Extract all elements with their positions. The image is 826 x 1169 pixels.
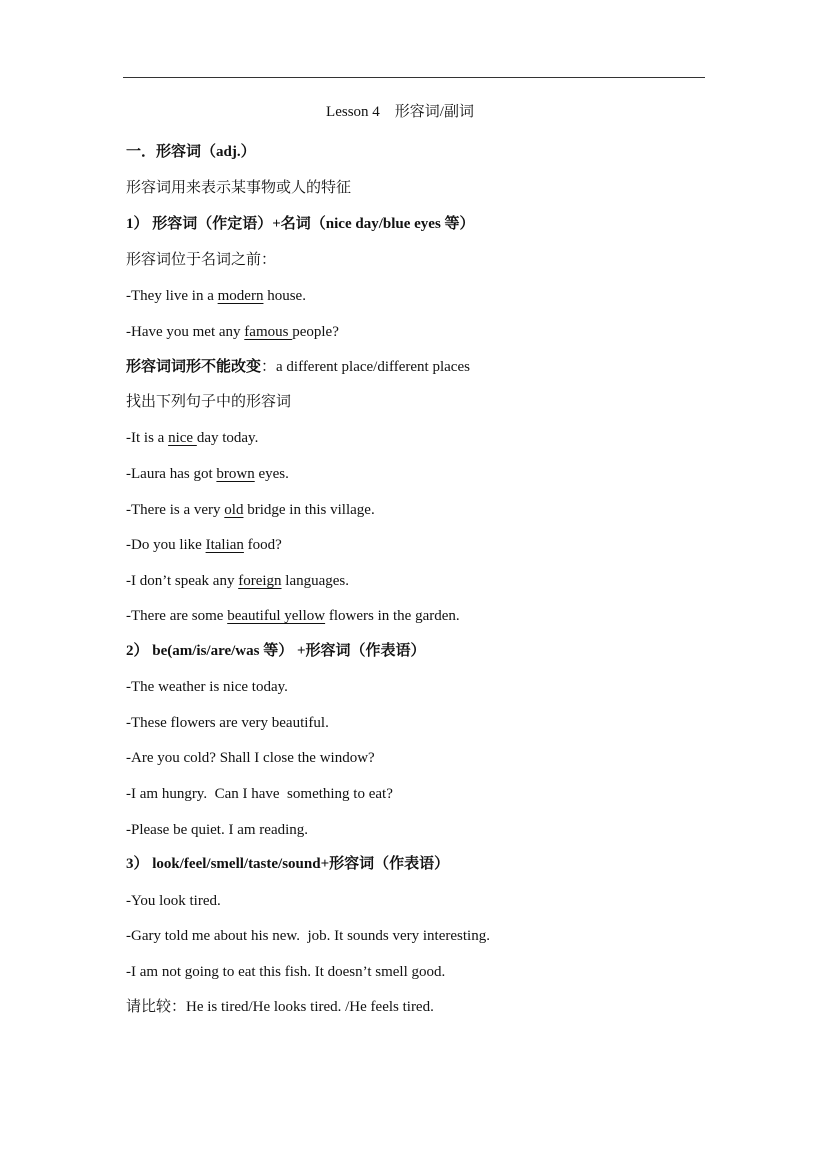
section-heading-adjectives: 一．形容词（adj.） — [126, 144, 256, 160]
subheading-predicative-be: 2） be(am/is/are/was 等） +形容词（作表语） — [126, 643, 426, 659]
underlined-adjective: beautiful yellow — [227, 608, 326, 624]
underlined-adjective: foreign — [238, 573, 282, 589]
example-sentence: -I am hungry. Can I have something to eat? — [126, 786, 393, 802]
compare-text: 请比较：He is tired/He looks tired. /He feels tired. — [126, 999, 434, 1015]
underlined-adjective: brown — [216, 466, 255, 482]
underlined-adjective: modern — [217, 288, 264, 304]
underlined-adjective: nice — [168, 430, 197, 446]
note-text: 形容词位于名词之前： — [126, 252, 277, 268]
example-sentence: -I am not going to eat this fish. It doesn’t smell good. — [126, 964, 446, 980]
example-sentence: -Do you like Italian food? — [126, 537, 282, 553]
example-sentence: -There are some beautiful yellow flowers in the garden. — [126, 608, 460, 624]
example-sentence: -You look tired. — [126, 893, 221, 909]
intro-text: 形容词用来表示某事物或人的特征 — [126, 180, 352, 196]
example-sentence: -These flowers are very beautiful. — [126, 715, 329, 731]
example-sentence: -Please be quiet. I am reading. — [126, 822, 309, 838]
underlined-adjective: Italian — [205, 537, 244, 553]
example-sentence: -They live in a modern house. — [126, 288, 306, 304]
task-text: 找出下列句子中的形容词 — [126, 394, 292, 410]
example-sentence: -Are you cold? Shall I close the window? — [126, 750, 375, 766]
header-rule — [123, 77, 705, 78]
subheading-attributive: 1） 形容词（作定语）+名词（nice day/blue eyes 等） — [126, 216, 475, 232]
example-sentence: -I don’t speak any foreign languages. — [126, 573, 350, 589]
underlined-adjective: old — [224, 502, 244, 518]
example-sentence: -The weather is nice today. — [126, 679, 288, 695]
example-sentence: -Laura has got brown eyes. — [126, 466, 289, 482]
example-sentence: -It is a nice day today. — [126, 430, 259, 446]
subheading-linking-verbs: 3） look/feel/smell/taste/sound+形容词（作表语） — [126, 856, 450, 872]
example-sentence: -There is a very old bridge in this village. — [126, 502, 375, 518]
rule-text: 形容词词形不能改变：a different place/different places — [126, 359, 470, 375]
example-sentence: -Have you met any famous people? — [126, 324, 339, 340]
page-title: Lesson 4 形容词/副词 — [326, 104, 474, 120]
example-sentence: -Gary told me about his new. job. It sounds very interesting. — [126, 928, 490, 944]
underlined-adjective: famous — [244, 324, 293, 340]
